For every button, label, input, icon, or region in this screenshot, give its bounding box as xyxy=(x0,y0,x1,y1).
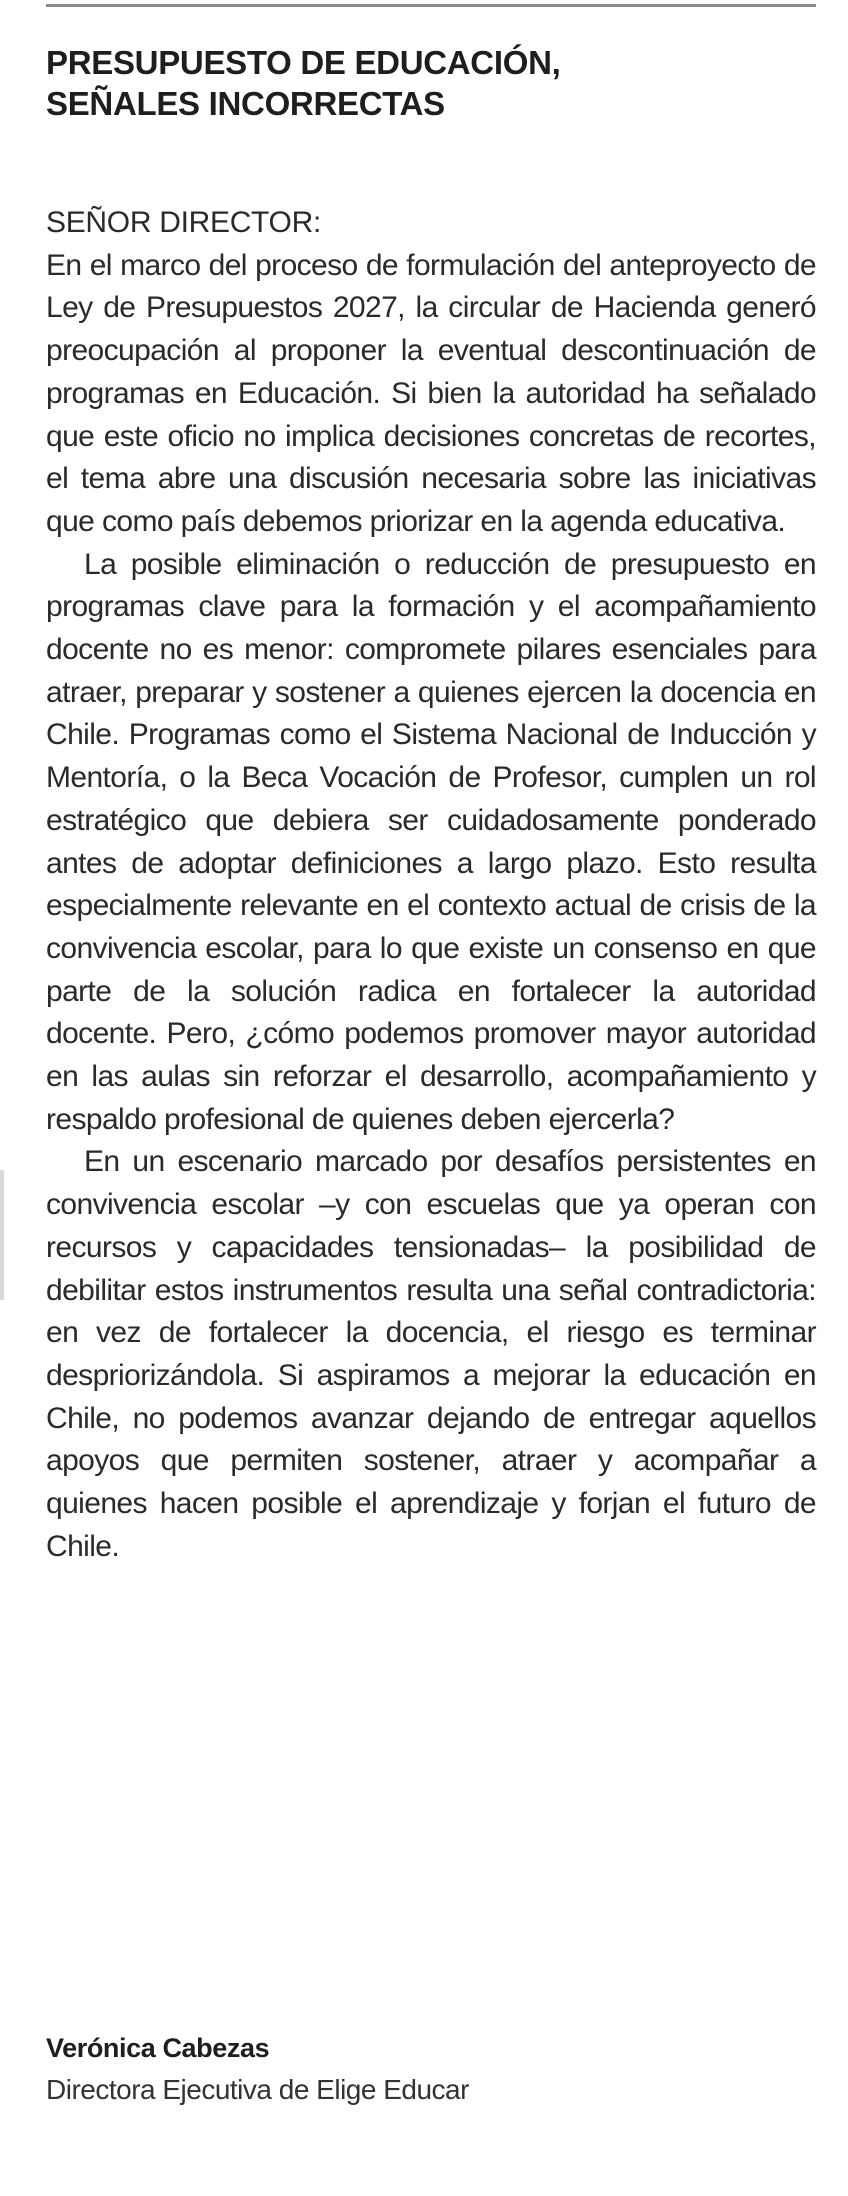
headline-line-1: PRESUPUESTO DE EDUCACIÓN, xyxy=(46,44,561,81)
paragraph-2: La posible eliminación o reducción de presupuesto en programas clave para la formación y el acompañamiento docente no es menor: compromete pilares esenciales para atraer, preparar y sostener a quienes ejercen la docencia en Chile. Programas como el Sistema Nacional de Inducción y Mentoría, o la Beca Vocación de Profesor, cumplen un rol estratégico que debiera ser cuidadosamente ponderado antes de adoptar definiciones a largo plazo. Esto resulta especialmente relevante en el contexto actual de crisis de la convivencia escolar, para lo que existe un consenso en que parte de la solución radica en fortalecer la autoridad docente. Pero, ¿cómo podemos promover mayor autoridad en las aulas sin reforzar el desarrollo, acompañamiento y respaldo profesional de quienes deben ejercerla? xyxy=(46,547,816,1136)
letter-body xyxy=(46,202,816,1569)
paragraph-1: En el marco del proceso de formulación del anteproyecto de Ley de Presupuestos 2027, la circular de Hacienda generó preocupación al proponer la eventual descontinuación de programas en Educación. Si bien la autoridad ha señalado que este oficio no implica decisiones concretas de recortes, el tema abre una discusión necesaria sobre las iniciativas que como país debemos priorizar en la agenda educativa. xyxy=(46,248,816,538)
top-rule xyxy=(46,4,816,7)
salutation: SEÑOR DIRECTOR: xyxy=(46,206,321,239)
author-role: Directora Ejecutiva de Elige Educar xyxy=(46,2074,469,2105)
author-name: Verónica Cabezas xyxy=(46,2033,270,2063)
headline-line-2: SEÑALES INCORRECTAS xyxy=(46,85,445,122)
headline xyxy=(46,42,816,124)
signature-block xyxy=(46,2028,816,2112)
paragraph-3: En un escenario marcado por desafíos persistentes en convivencia escolar –y con escuelas que ya operan con recursos y capacidades tensionadas– la posibilidad de debilitar estos instrumentos resulta una señal contradictoria: en vez de fortalecer la docencia, el riesgo es terminar despriorizándola. Si aspiramos a mejorar la educación en Chile, no podemos avanzar dejando de entregar aquellos apoyos que permiten sostener, atraer y acompañar a quienes hacen posible el aprendizaje y forjan el futuro de Chile. xyxy=(46,1145,816,1563)
page-edge-mark xyxy=(0,1170,4,1300)
